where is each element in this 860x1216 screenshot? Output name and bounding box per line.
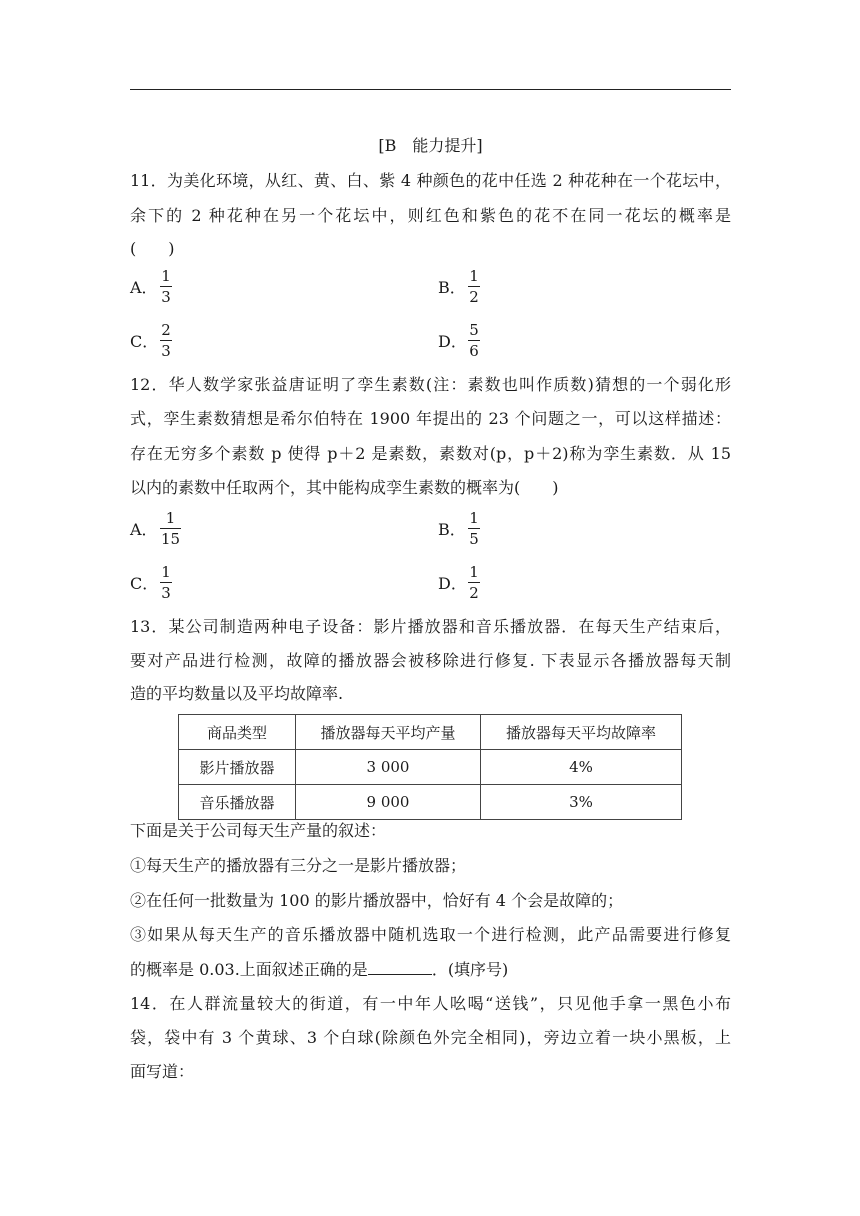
q14-line-1: 14．在人群流量较大的街道，有一中年人吆喝“送钱”，只见他手拿一黑色小布 xyxy=(130,994,731,1013)
fraction: $\frac{5}{6}$ xyxy=(469,320,479,360)
option-label: C． xyxy=(130,331,159,351)
q12-option-b[interactable] xyxy=(438,506,480,550)
table-row xyxy=(179,785,682,820)
fraction: $\frac{1}{5}$ xyxy=(469,508,479,548)
q11-option-b[interactable] xyxy=(438,264,480,308)
option-label: A． xyxy=(130,519,158,539)
player-data-table xyxy=(178,714,682,820)
q11-option-a[interactable] xyxy=(130,264,172,308)
table-cell: 音乐播放器 xyxy=(179,785,296,820)
q11-line-2: 余下的 2 种花种在另一个花坛中，则红色和紫色的花不在同一花坛的概率是 xyxy=(130,206,731,225)
q12-line-1: 12．华人数学家张益唐证明了孪生素数(注：素数也叫作质数)猜想的一个弱化形 xyxy=(130,375,731,394)
fraction: $\frac{1}{3}$ xyxy=(161,266,171,306)
q11-line-1: 11．为美化环境，从红、黄、白、紫 4 种颜色的花中任选 2 种花种在一个花坛中， xyxy=(130,171,731,190)
q13-after-4: ③如果从每天生产的音乐播放器中随机选取一个进行检测，此产品需要进行修复 xyxy=(130,925,731,944)
q12-option-c[interactable] xyxy=(130,560,172,604)
header-rule xyxy=(130,89,731,90)
q12-option-a[interactable] xyxy=(130,506,181,550)
option-label: C． xyxy=(130,573,159,593)
table-cell: 影片播放器 xyxy=(179,750,296,785)
q13-after-1: 下面是关于公司每天生产量的叙述： xyxy=(130,821,387,840)
answer-blank[interactable] xyxy=(368,958,432,975)
q13-after-3: ②在任何一批数量为 100 的影片播放器中，恰好有 4 个会是故障的； xyxy=(130,891,624,910)
table-cell: 3% xyxy=(481,785,682,820)
statement-text: 的概率是 0.03.上面叙述正确的是 xyxy=(130,960,368,979)
table-header-cell: 商品类型 xyxy=(179,715,296,750)
table-cell: 3 000 xyxy=(296,750,481,785)
fill-instruction: ．(填序号) xyxy=(431,960,509,979)
table-cell: 9 000 xyxy=(296,785,481,820)
q13-after-2: ①每天生产的播放器有三分之一是影片播放器； xyxy=(130,856,467,875)
fraction: $\frac{1}{15}$ xyxy=(161,508,181,548)
table-cell: 4% xyxy=(481,750,682,785)
table-header-row xyxy=(179,715,682,750)
section-title: [B 能力提升] xyxy=(378,136,483,155)
fraction: $\frac{1}{3}$ xyxy=(161,562,171,602)
q14-line-2: 袋，袋中有 3 个黄球、3 个白球(除颜色外完全相同)，旁边立着一块小黑板，上 xyxy=(130,1028,731,1047)
option-label: D． xyxy=(438,331,467,351)
q13-after-5 xyxy=(130,958,731,981)
option-label: B． xyxy=(438,277,466,297)
q13-line-1: 13．某公司制造两种电子设备：影片播放器和音乐播放器．在每天生产结束后， xyxy=(130,617,731,636)
q12-option-d[interactable] xyxy=(438,560,480,604)
q12-line-2: 式，孪生素数猜想是希尔伯特在 1900 年提出的 23 个问题之一，可以这样描述： xyxy=(130,409,731,428)
table-header-cell: 播放器每天平均故障率 xyxy=(481,715,682,750)
q12-line-3: 存在无穷多个素数 p 使得 p＋2 是素数，素数对(p，p＋2)称为孪生素数．从 15 xyxy=(130,444,731,463)
q11-option-c[interactable] xyxy=(130,318,172,362)
fraction: $\frac{2}{3}$ xyxy=(161,320,171,360)
q14-line-3: 面写道： xyxy=(130,1062,195,1081)
q13-line-3: 造的平均数量以及平均故障率. xyxy=(130,684,344,703)
fraction: $\frac{1}{2}$ xyxy=(469,266,479,306)
table-header-cell: 播放器每天平均产量 xyxy=(296,715,481,750)
option-label: A． xyxy=(130,277,158,297)
fraction: $\frac{1}{2}$ xyxy=(469,562,479,602)
q12-line-4: 以内的素数中任取两个，其中能构成孪生素数的概率为( ) xyxy=(130,478,559,497)
q11-line-3: ( ) xyxy=(130,239,175,258)
option-label: D． xyxy=(438,573,467,593)
option-label: B． xyxy=(438,519,466,539)
table-row xyxy=(179,750,682,785)
q11-option-d[interactable] xyxy=(438,318,480,362)
q13-line-2: 要对产品进行检测，故障的播放器会被移除进行修复. 下表显示各播放器每天制 xyxy=(130,651,731,670)
